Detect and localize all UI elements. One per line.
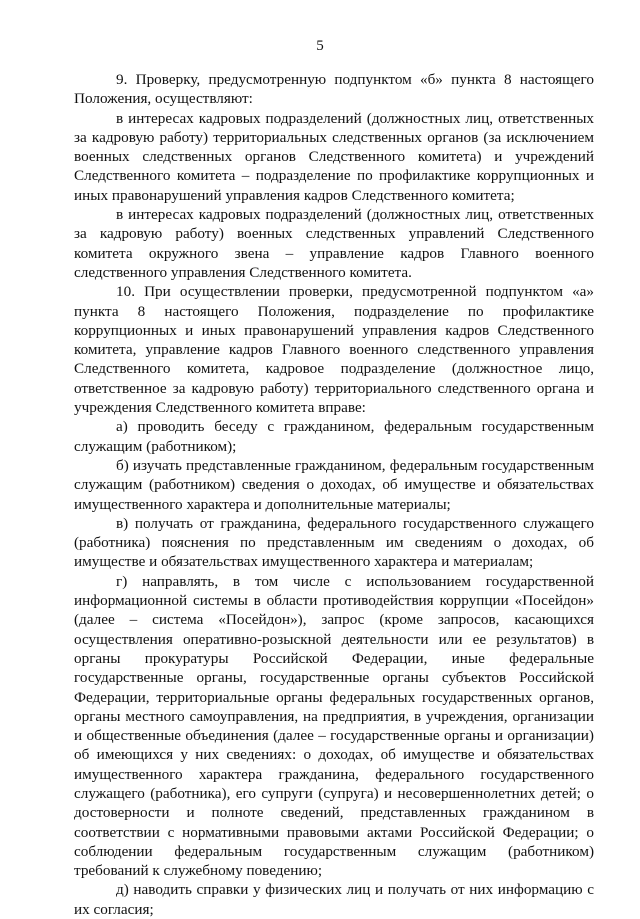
document-body (74, 70, 594, 919)
paragraph-9: 9. Проверку, предусмотренную подпунктом «б» пункта 8 настоящего Положения, осуществляют: (74, 71, 594, 108)
paragraph-9-territorial: в интересах кадровых подразделений (должностных лиц, ответственных за кадровую работу) территориальных следственных органов (за исключением военных следственных органов Следственного комитета) и учреждений Следственного комитета – подразделение по профилактике коррупционных и иных правонарушений управления кадров Следственного комитета; (74, 109, 594, 204)
paragraph-9-military: в интересах кадровых подразделений (должностных лиц, ответственных за кадровую работу) военных следственных управлений Следственного комитета окружного звена – управление кадров Главного военного следственного управления Следственного комитета. (74, 206, 594, 281)
paragraph-10-d: д) наводить справки у физических лиц и получать от них информацию с их согласия; (74, 881, 594, 918)
paragraph-10-v: в) получать от гражданина, федерального государственного служащего (работника) пояснения по представленным им сведениям о доходах, об имуществе и обязательствах имущественного характера и материалам; (74, 514, 594, 571)
page-number: 5 (316, 38, 324, 54)
paragraph-10-g: г) направлять, в том числе с использованием государственной информационной системы в области противодействия коррупции «Посейдон» (далее – система «Посейдон»), запрос (кроме запросов, касающихся осуществления оперативно-розыскной деятельности или ее результатов) в органы прокуратуры Российской Федерации, иные федеральные государственные органы, государственные органы субъектов Российской Федерации, территориальные органы федеральных государственных органов, органы местного самоуправления, на предприятия, в учреждения, организации и общественные объединения (далее – государственные органы и организации) об имеющихся у них сведениях: о доходах, об имуществе и обязательствах имущественного характера гражданина, федерального государственного служащего (работника), его супруги (супруга) и несовершеннолетних детей; о достоверности и полноте сведений, представленных гражданином в соответствии с нормативными правовыми актами Российской Федерации; о соблюдении федеральным государственным служащим (работником) требований к служебному поведению; (74, 572, 594, 880)
paragraph-10-a: а) проводить беседу с гражданином, федеральным государственным служащим (работником); (74, 418, 594, 455)
paragraph-10: 10. При осуществлении проверки, предусмотренной подпунктом «а» пункта 8 настоящего Положения, подразделение по профилактике коррупционных и иных правонарушений управления кадров Следственного комитета, управление кадров Главного военного следственного управления Следственного комитета, кадровое подразделение (должностное лицо, ответственное за кадровую работу) территориального следственного органа и учреждения Следственного комитета вправе: (74, 283, 594, 417)
paragraph-10-b: б) изучать представленные гражданином, федеральным государственным служащим (работником) сведения о доходах, об имуществе и обязательствах имущественного характера и дополнительные материалы; (74, 456, 594, 513)
